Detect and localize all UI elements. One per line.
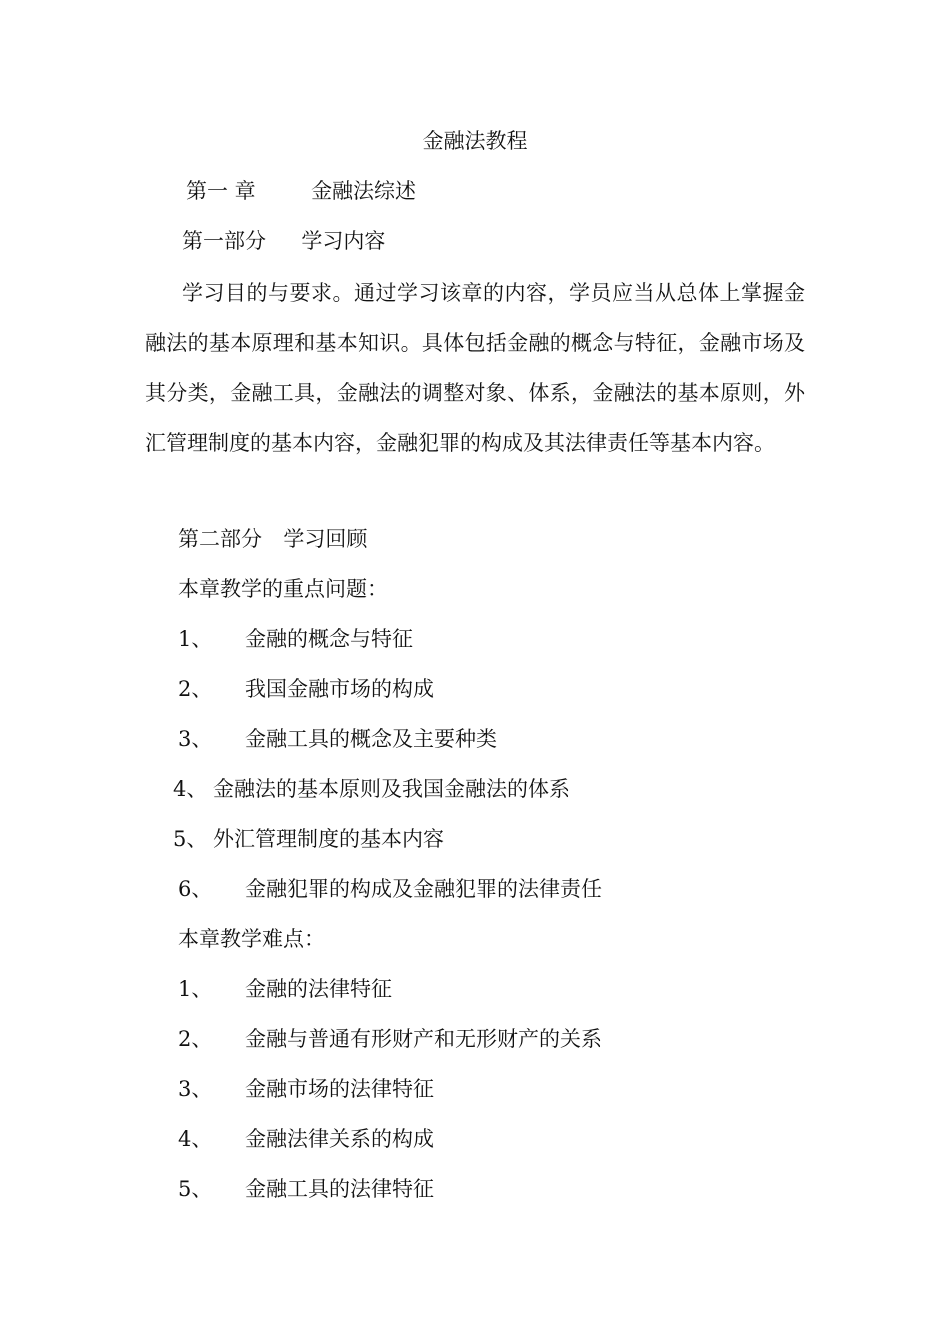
part2-name: 学习回顾 bbox=[283, 527, 368, 551]
difficulties-heading: 本章教学难点： bbox=[178, 927, 325, 951]
list-item-number: 1、 bbox=[178, 977, 213, 1001]
intro-paragraph: 学习目的与要求。通过学习该章的内容，学员应当从总体上掌握金融法的基本原理和基本知识。具体包括金融的概念与特征，金融市场及其分类，金融工具，金融法的调整对象、体系，金融法的基本原则，外汇管理制度的基本内容，金融犯罪的构成及其法律责任等基本内容。 bbox=[145, 281, 805, 455]
list-item-text: 金融法律关系的构成 bbox=[245, 1127, 434, 1151]
list-item-number: 4、 bbox=[178, 1127, 213, 1151]
list-item-number: 3、 bbox=[178, 727, 213, 751]
list-item-number: 5、 bbox=[173, 827, 208, 851]
list-item-number: 4、 bbox=[173, 777, 208, 801]
list-item bbox=[173, 825, 444, 853]
list-item-text: 我国金融市场的构成 bbox=[245, 677, 434, 701]
list-item bbox=[173, 775, 570, 803]
list-item-number: 1、 bbox=[178, 627, 213, 651]
list-item-text: 金融工具的概念及主要种类 bbox=[245, 727, 497, 751]
list-item-text: 金融的概念与特征 bbox=[245, 627, 413, 651]
list-item bbox=[178, 675, 434, 703]
list-item-text: 金融市场的法律特征 bbox=[245, 1077, 434, 1101]
list-item bbox=[178, 1025, 602, 1053]
chapter-number: 第一 章 bbox=[186, 179, 256, 203]
list-item-text: 外汇管理制度的基本内容 bbox=[213, 827, 444, 851]
part1-label: 第一部分 bbox=[182, 229, 266, 253]
part1-heading bbox=[182, 227, 385, 255]
list-item-number: 2、 bbox=[178, 677, 213, 701]
list-item-text: 金融与普通有形财产和无形财产的关系 bbox=[245, 1027, 602, 1051]
part2-heading bbox=[178, 525, 367, 553]
key-points-heading: 本章教学的重点问题： bbox=[178, 577, 388, 601]
list-item-number: 6、 bbox=[178, 877, 213, 901]
list-item bbox=[178, 1125, 434, 1153]
list-item-number: 5、 bbox=[178, 1177, 213, 1201]
list-item-text: 金融的法律特征 bbox=[245, 977, 392, 1001]
part1-name: 学习内容 bbox=[301, 229, 386, 253]
list-item bbox=[178, 1175, 434, 1203]
list-item-number: 2、 bbox=[178, 1027, 213, 1051]
list-item bbox=[178, 625, 413, 653]
list-item-text: 金融工具的法律特征 bbox=[245, 1177, 434, 1201]
chapter-name: 金融法综述 bbox=[311, 179, 417, 203]
list-item-text: 金融法的基本原则及我国金融法的体系 bbox=[213, 777, 570, 801]
document-title: 金融法教程 bbox=[422, 129, 528, 153]
part2-label: 第二部分 bbox=[178, 527, 262, 551]
list-item bbox=[178, 875, 602, 903]
list-item bbox=[178, 1075, 434, 1103]
chapter-heading bbox=[186, 177, 416, 205]
list-item-number: 3、 bbox=[178, 1077, 213, 1101]
list-item bbox=[178, 975, 392, 1003]
list-item bbox=[178, 725, 497, 753]
list-item-text: 金融犯罪的构成及金融犯罪的法律责任 bbox=[245, 877, 602, 901]
